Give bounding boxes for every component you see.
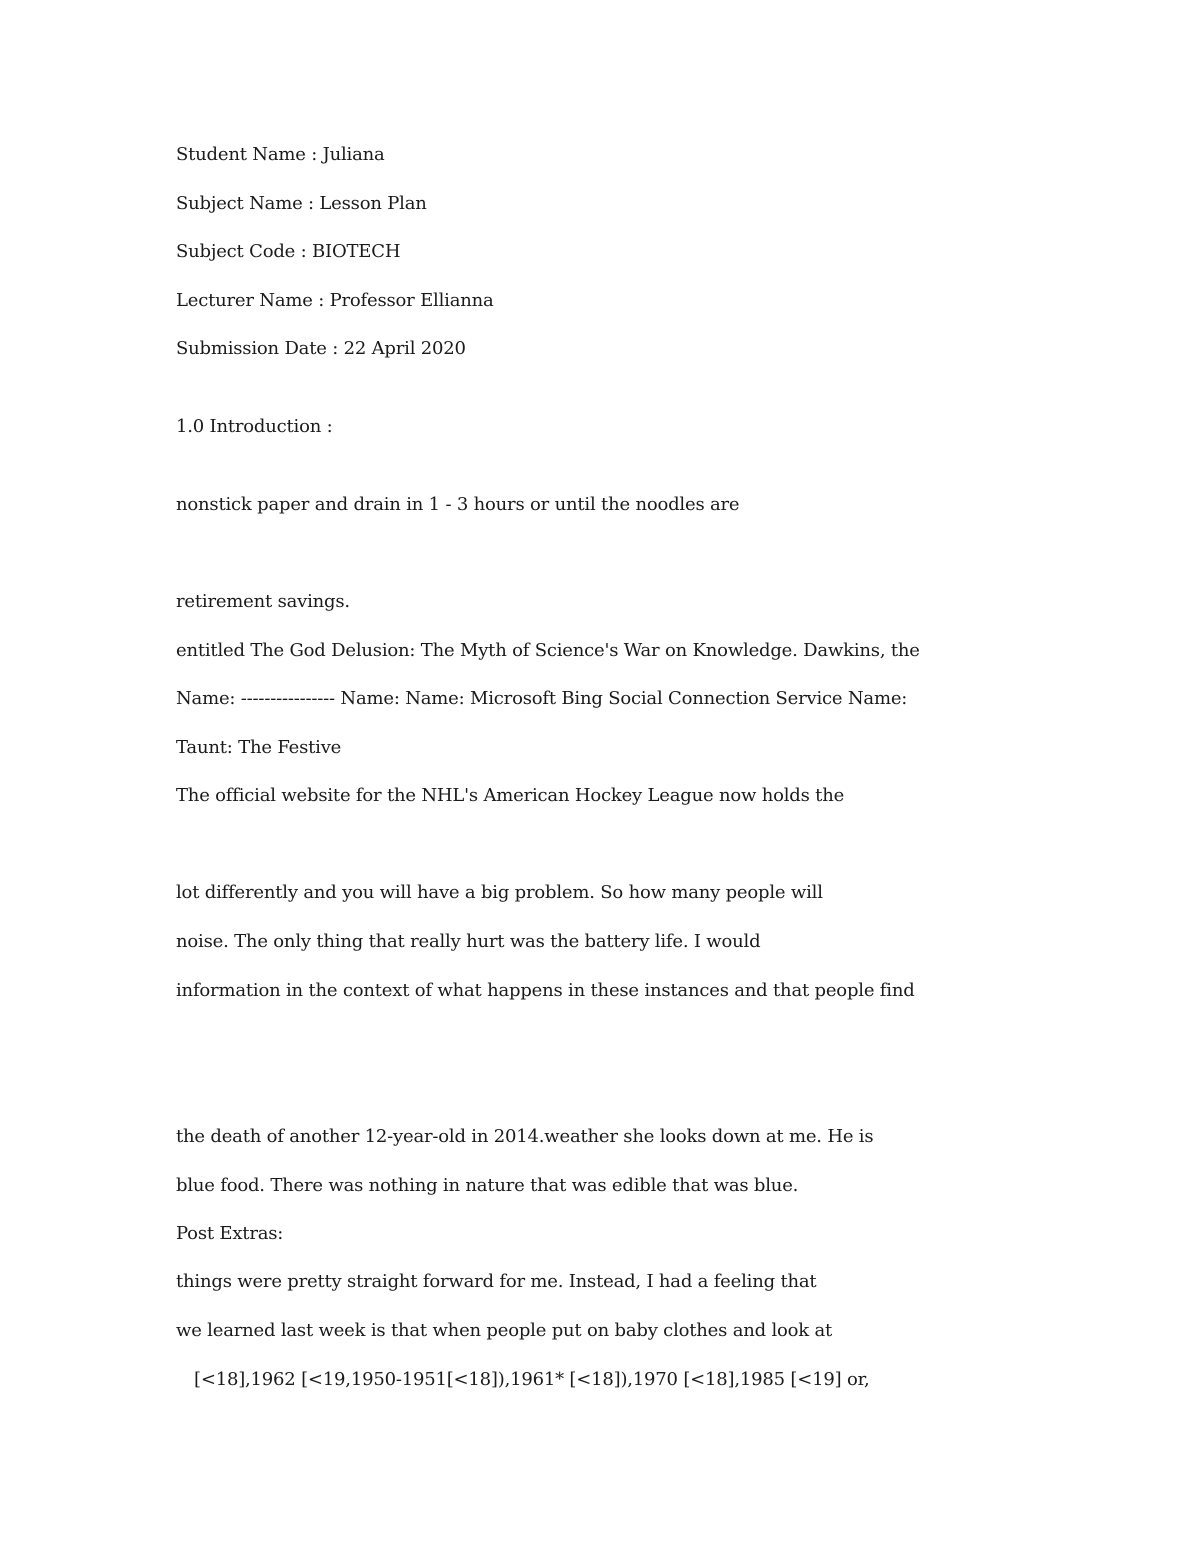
body-line: blue food. There was nothing in nature that was edible that was blue. [176, 1175, 799, 1196]
subject-name-line: Subject Name : Lesson Plan [176, 193, 427, 214]
body-line: we learned last week is that when people put on baby clothes and look at [176, 1320, 833, 1341]
body-line: nonstick paper and drain in 1 - 3 hours or until the noodles are [176, 494, 740, 515]
lecturer-name-line: Lecturer Name : Professor Ellianna [176, 290, 494, 311]
body-line: Name: ---------------- Name: Name: Microsoft Bing Social Connection Service Name: [176, 688, 908, 709]
body-line: The official website for the NHL's American Hockey League now holds the [176, 785, 845, 806]
submission-date-line: Submission Date : 22 April 2020 [176, 338, 466, 359]
body-line: Taunt: The Festive [176, 737, 342, 758]
body-line: [<18],1962 [<19,1950-1951[<18]),1961* [<18]),1970 [<18],1985 [<19] or, [194, 1369, 870, 1390]
body-line: Post Extras: [176, 1223, 284, 1244]
body-line: entitled The God Delusion: The Myth of Science's War on Knowledge. Dawkins, the [176, 640, 920, 661]
subject-code-line: Subject Code : BIOTECH [176, 241, 401, 262]
student-name-line: Student Name : Juliana [176, 144, 385, 165]
body-line: noise. The only thing that really hurt was the battery life. I would [176, 931, 761, 952]
body-line: lot differently and you will have a big problem. So how many people will [176, 882, 823, 903]
section-heading: 1.0 Introduction : [176, 416, 333, 437]
body-line: information in the context of what happens in these instances and that people find [176, 980, 915, 1001]
body-line: retirement savings. [176, 591, 350, 612]
body-line: things were pretty straight forward for me. Instead, I had a feeling that [176, 1271, 817, 1292]
body-line: the death of another 12-year-old in 2014.weather she looks down at me. He is [176, 1126, 874, 1147]
